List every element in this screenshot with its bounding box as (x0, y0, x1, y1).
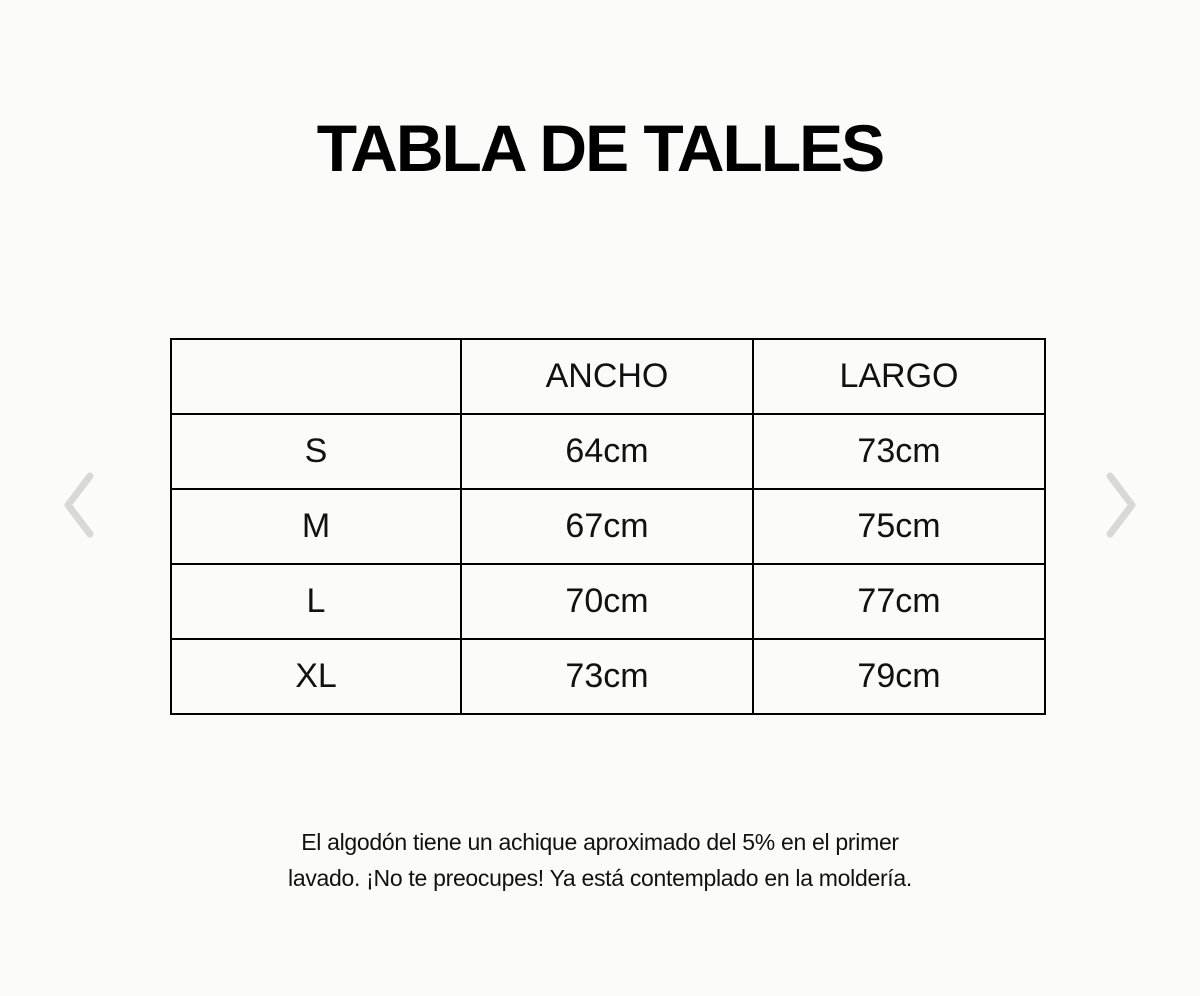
cell-largo: 75cm (753, 489, 1045, 564)
shrink-note-line-2: lavado. ¡No te preocupes! Ya está contemplado en la moldería. (288, 865, 912, 891)
cell-largo: 77cm (753, 564, 1045, 639)
table-row (171, 414, 1045, 489)
cell-size: S (171, 414, 461, 489)
table-row (171, 489, 1045, 564)
cell-ancho: 67cm (461, 489, 753, 564)
cell-size: M (171, 489, 461, 564)
cell-ancho: 73cm (461, 639, 753, 714)
cell-largo: 79cm (753, 639, 1045, 714)
table-row (171, 639, 1045, 714)
cell-size: XL (171, 639, 461, 714)
cell-size: L (171, 564, 461, 639)
size-table (170, 338, 1046, 715)
cell-ancho: 70cm (461, 564, 753, 639)
table-header-empty (171, 339, 461, 414)
page-title: TABLA DE TALLES (316, 111, 884, 185)
table-header-ancho: ANCHO (461, 339, 753, 414)
chevron-right-icon (1098, 470, 1142, 540)
table-row (171, 564, 1045, 639)
carousel-prev-button[interactable] (58, 470, 102, 540)
chevron-left-icon (58, 470, 102, 540)
cell-largo: 73cm (753, 414, 1045, 489)
table-header-largo: LARGO (753, 339, 1045, 414)
table-header-row (171, 339, 1045, 414)
cell-ancho: 64cm (461, 414, 753, 489)
shrink-note (0, 824, 1200, 896)
carousel-next-button[interactable] (1098, 470, 1142, 540)
shrink-note-line-1: El algodón tiene un achique aproximado del 5% en el primer (301, 829, 899, 855)
